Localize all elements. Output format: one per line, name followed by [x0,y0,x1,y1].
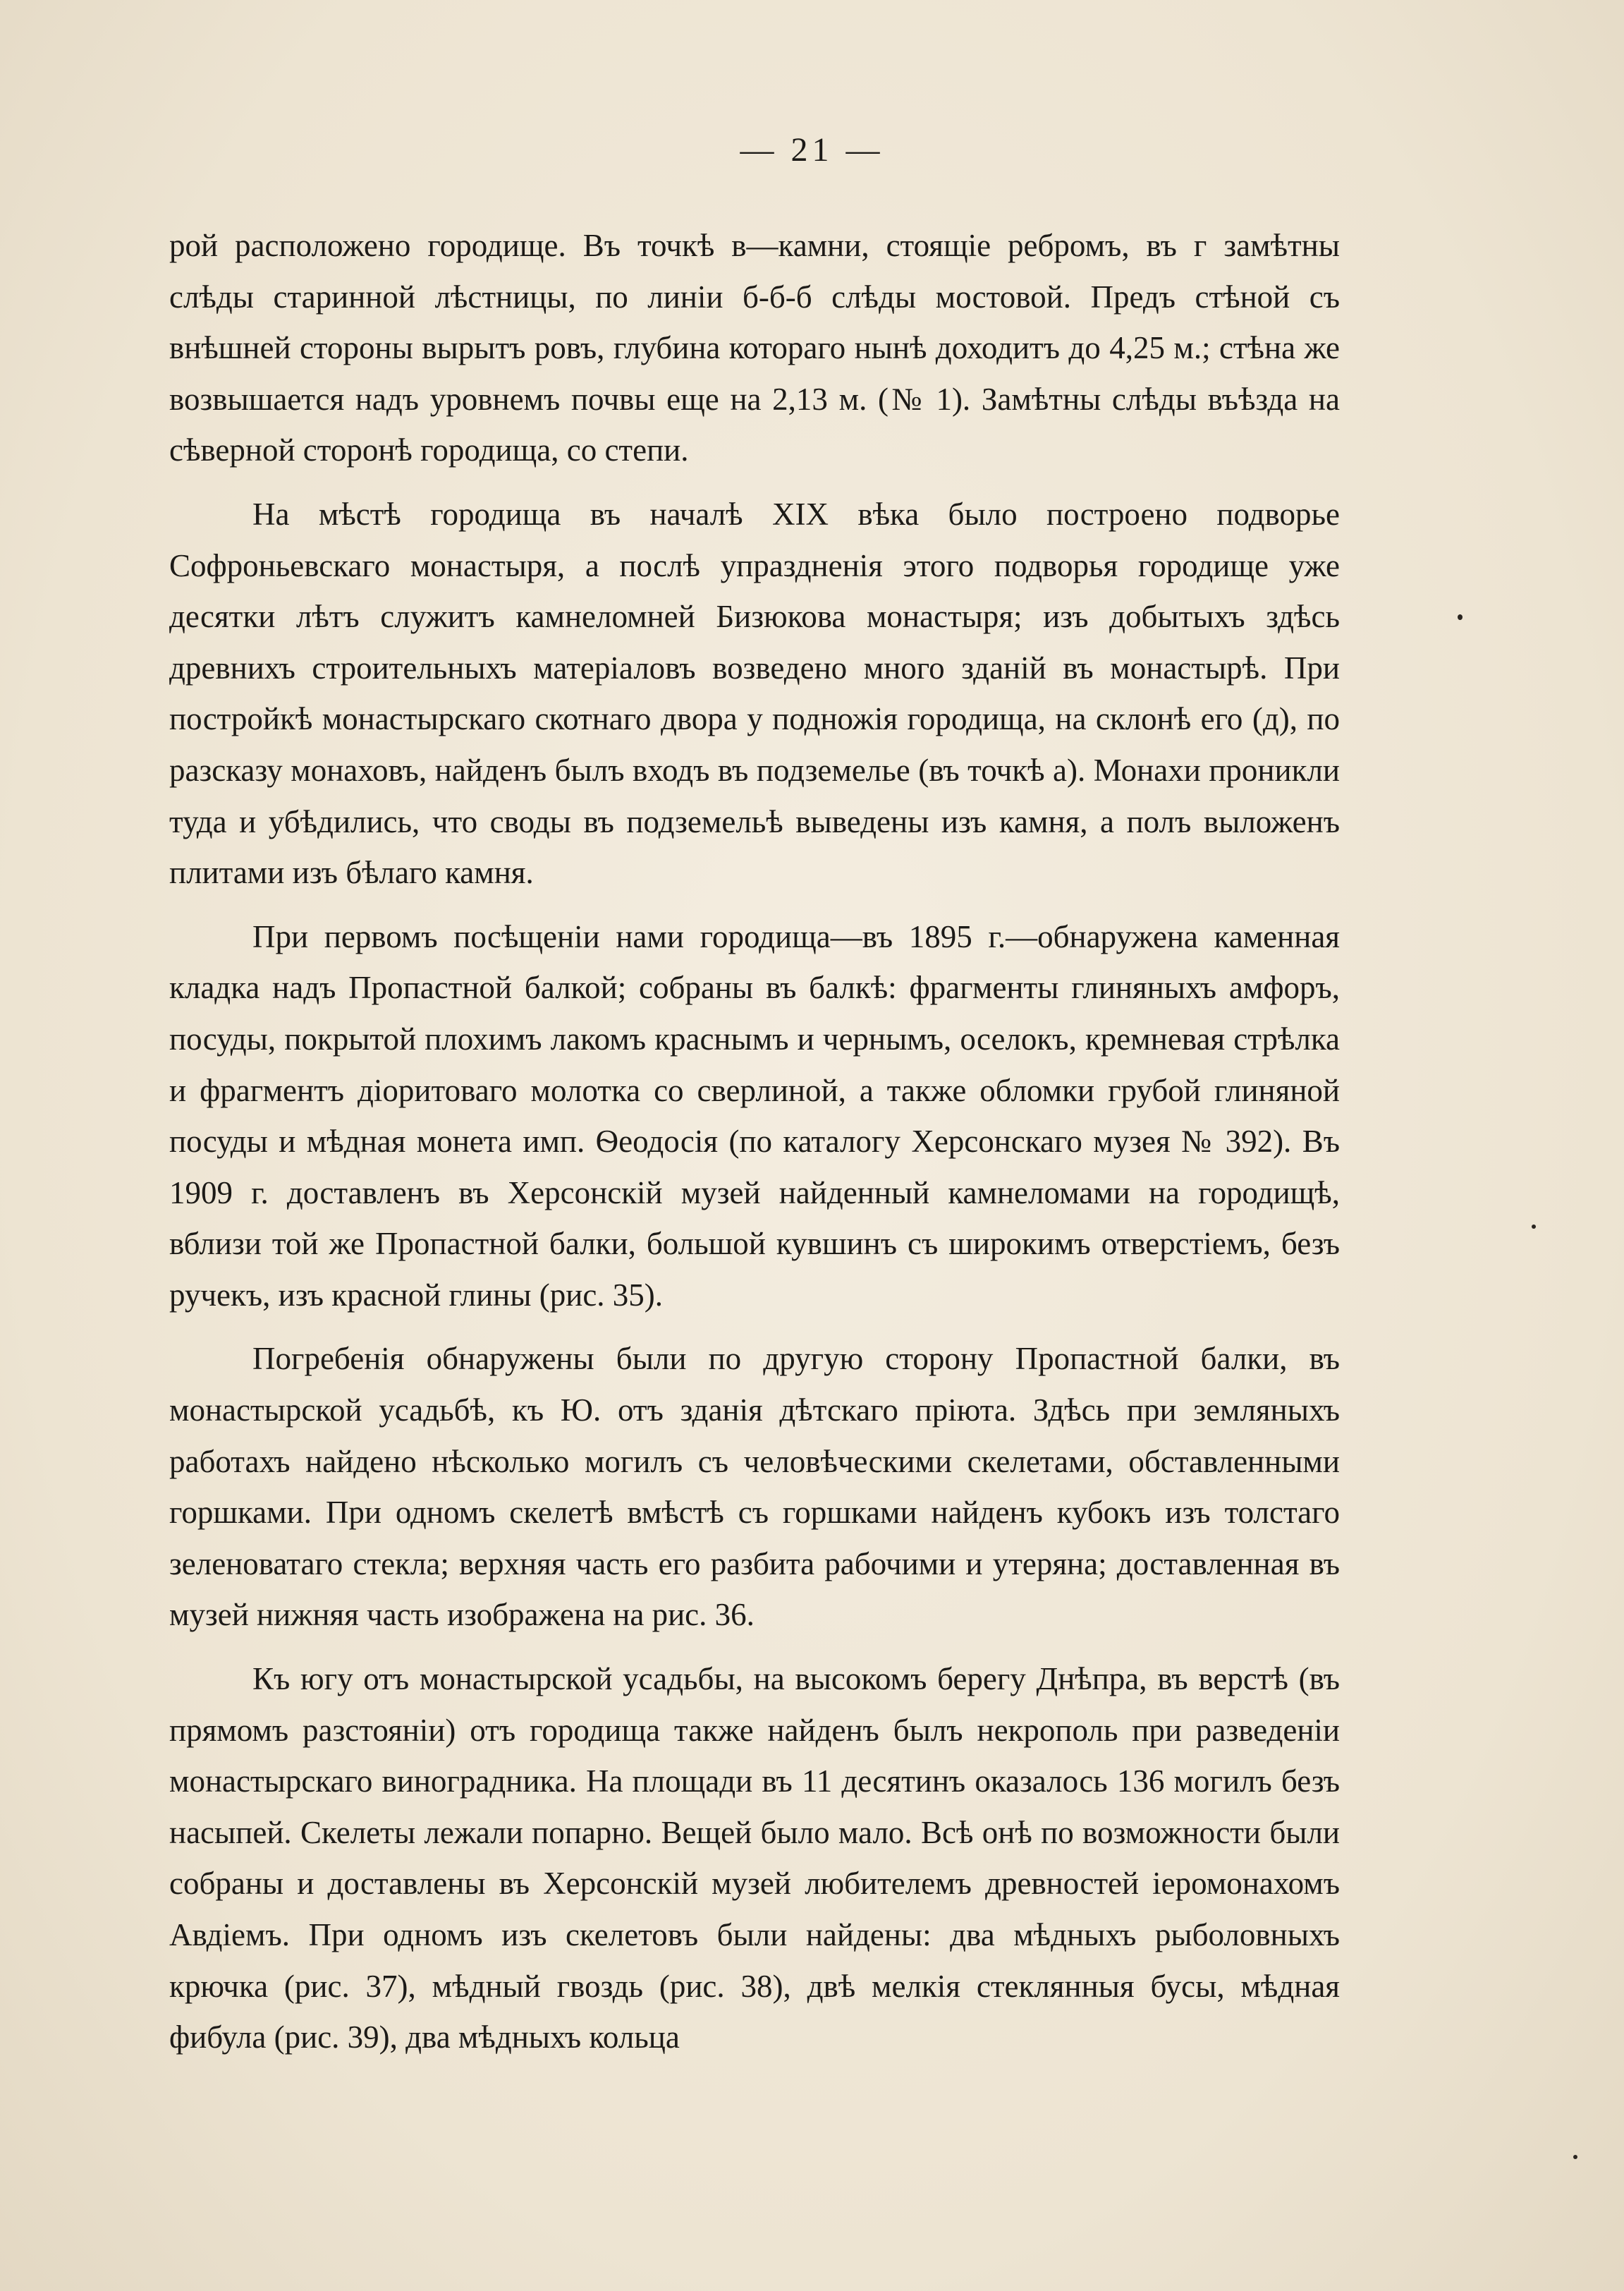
body-text [169,220,1340,2076]
paragraph: На мѣстѣ городища въ началѣ XIX вѣка было построено подворье Софроньевскаго монастыря, а послѣ упраздненія этого подворья городище уже десятки лѣтъ служитъ камнеломней Бизюкова монастыря; изъ добытыхъ здѣсь древнихъ строительныхъ матеріаловъ возведено много зданій въ монастырѣ. При постройкѣ монастырскаго скотнаго двора у подножія городища, на склонѣ его (д), по разсказу монаховъ, найденъ былъ входъ въ подземелье (въ точкѣ а). Монахи проникли туда и убѣдились, что своды въ подземельѣ выведены изъ камня, а полъ выложенъ плитами изъ бѣлаго камня. [169,496,1340,891]
paragraph: Погребенія обнаружены были по другую сторону Пропастной балки, въ монастырской усадьбѣ, къ Ю. отъ зданія дѣтскаго пріюта. Здѣсь при земляныхъ работахъ найдено нѣсколько могилъ съ человѣческими скелетами, обставленными горшками. При одномъ скелетѣ вмѣстѣ съ горшками найденъ кубокъ изъ толстаго зеленоватаго стекла; верхняя часть его разбита рабочими и утеряна; доставленная въ музей нижняя часть изображена на рис. 36. [169,1341,1340,1633]
ink-speck [1573,2155,1577,2159]
paragraph: рой расположено городище. Въ точкѣ в—камни, стоящіе ребромъ, въ г замѣтны слѣды старинной лѣстницы, по линіи б-б-б слѣды мостовой. Предъ стѣной съ внѣшней стороны вырытъ ровъ, глубина котораго нынѣ доходитъ до 4,25 м.; стѣна же возвышается надъ уровнемъ почвы еще на 2,13 м. (№ 1). Замѣтны слѣды въѣзда на сѣверной сторонѣ городища, со степи. [169,228,1340,468]
paragraph: При первомъ посѣщеніи нами городища—въ 1895 г.—обнаружена каменная кладка надъ Пропастной балкой; собраны въ балкѣ: фрагменты глиняныхъ амфоръ, посуды, покрытой плохимъ лакомъ краснымъ и чернымъ, оселокъ, кремневая стрѣлка и фрагментъ діоритоваго молотка со сверлиной, а также обломки грубой глиняной посуды и мѣдная монета имп. Ѳеодосія (по каталогу Херсонскаго музея № 392). Въ 1909 г. доставленъ въ Херсонскій музей найденный камнеломами на городищѣ, вблизи той же Пропастной балки, большой кувшинъ съ широкимъ отверстіемъ, безъ ручекъ, изъ красной глины (рис. 35). [169,918,1340,1313]
page-number: — 21 — [740,131,884,169]
ink-speck [1458,614,1463,620]
paragraph: Къ югу отъ монастырской усадьбы, на высокомъ берегу Днѣпра, въ верстѣ (въ прямомъ разстояніи) отъ городища также найденъ былъ некрополь при разведеніи монастырскаго виноградника. На площади въ 11 десятинъ оказалось 136 могилъ безъ насыпей. Скелеты лежали попарно. Вещей было мало. Всѣ онѣ по возможности были собраны и доставлены въ Херсонскій музей любителемъ древностей іеромонахомъ Авдіемъ. При одномъ изъ скелетовъ были найдены: два мѣдныхъ рыболовныхъ крючка (рис. 37), мѣдный гвоздь (рис. 38), двѣ мелкія стеклянныя бусы, мѣдная фибула (рис. 39), два мѣдныхъ кольца [169,1661,1340,2055]
ink-speck [1532,1224,1536,1229]
